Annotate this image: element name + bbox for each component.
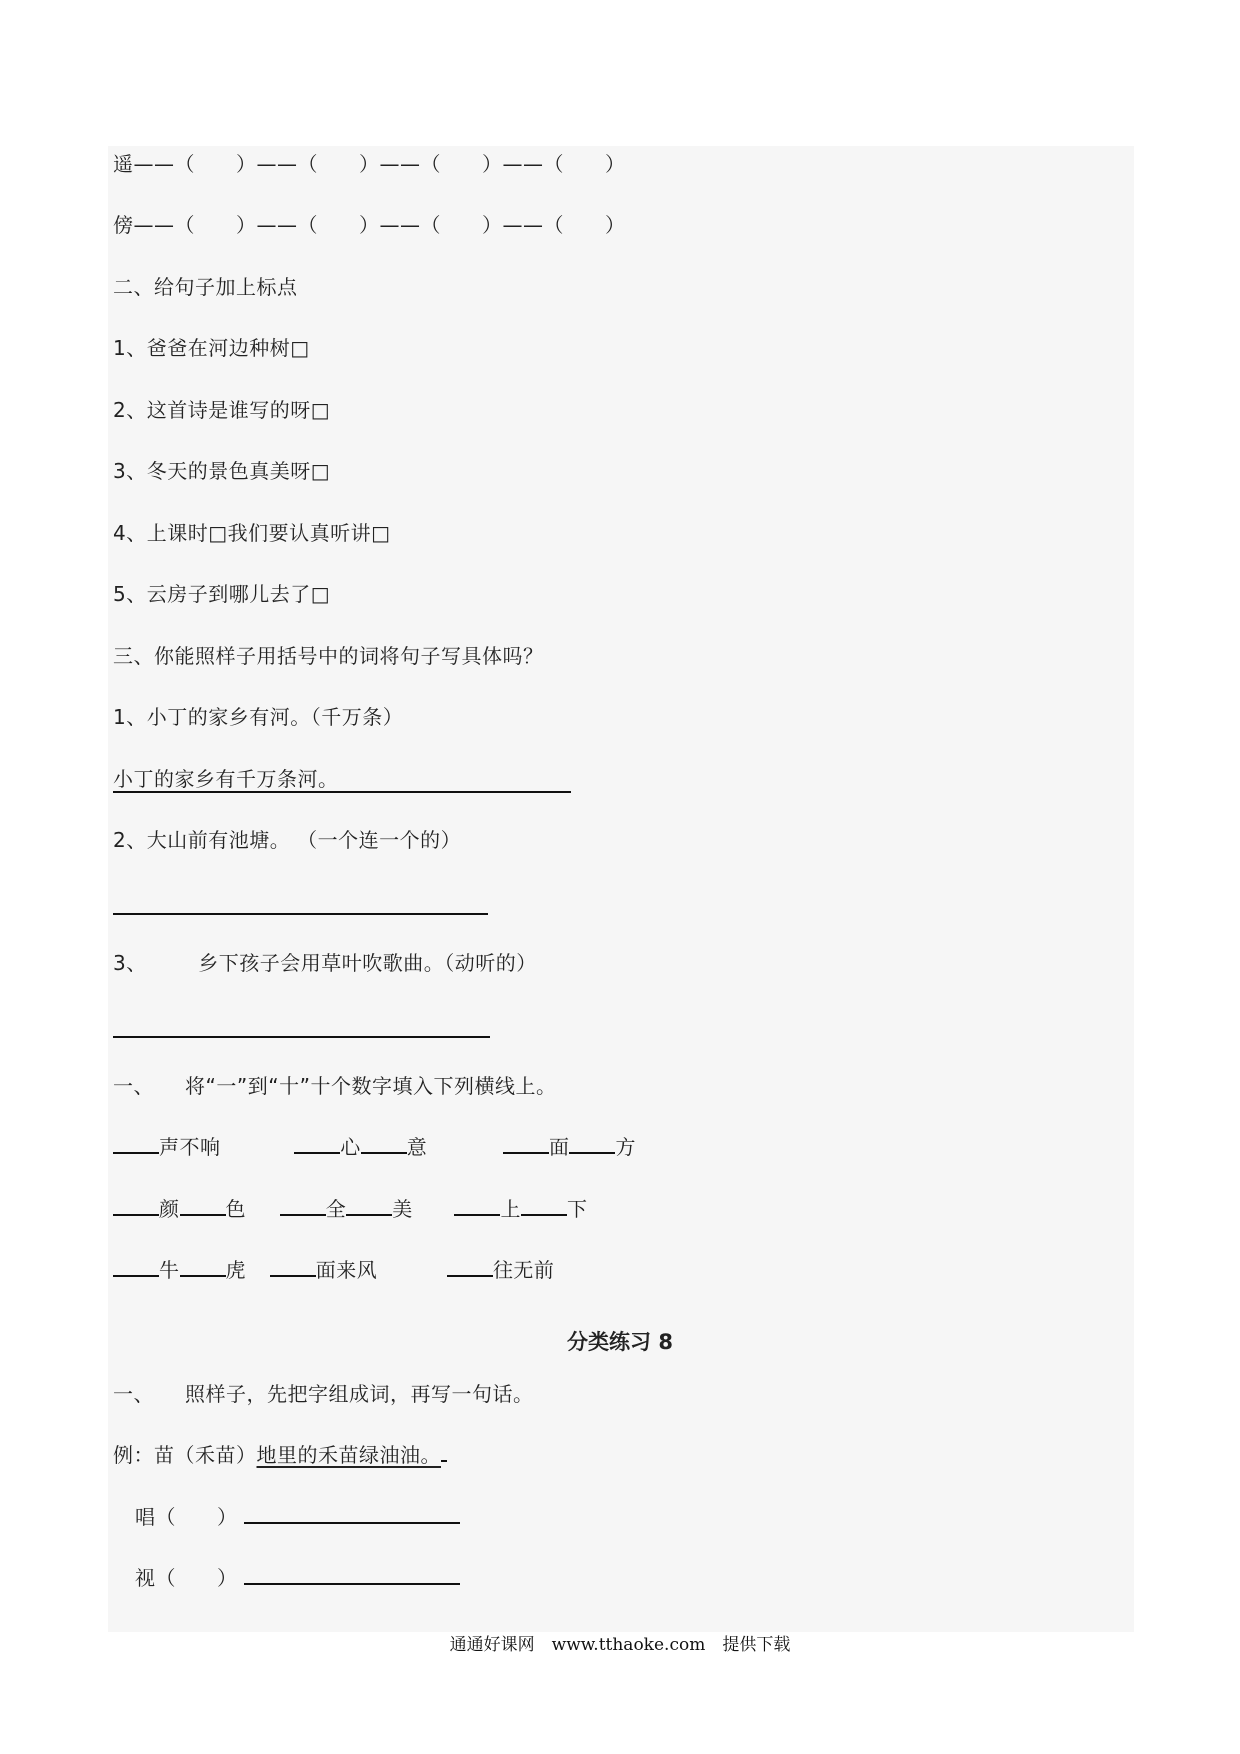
blank	[521, 1194, 567, 1216]
blank	[280, 1194, 326, 1216]
punctuation-item-5: 5、云房子到哪儿去了□	[113, 582, 331, 606]
idiom-row-1	[113, 1131, 636, 1163]
item-label: 视（ ）	[135, 1566, 238, 1590]
idiom-row-3	[113, 1254, 554, 1286]
blank	[569, 1132, 615, 1154]
numbers-heading: 一、 将“一”到“十”十个数字填入下列横线上。	[113, 1074, 557, 1098]
blank	[447, 1255, 493, 1277]
idiom-text: 往无前	[492, 1258, 555, 1282]
idiom-text: 面	[548, 1135, 570, 1159]
practice-item-2	[135, 1562, 460, 1594]
example-sentence: 地里的禾苗绿油油。	[256, 1443, 441, 1467]
section3-heading: 三、你能照样子用括号中的词将句子写具体吗？	[113, 644, 544, 668]
practice-example	[113, 1439, 447, 1471]
expand-question-2: 2、大山前有池塘。 （一个连一个的）	[113, 828, 462, 852]
blank	[180, 1194, 226, 1216]
idiom-text: 方	[615, 1135, 636, 1159]
idiom-text: 虎	[225, 1258, 246, 1282]
answer-blank-3	[113, 1036, 490, 1038]
idiom-text: 色	[225, 1197, 246, 1221]
idiom-row-2	[113, 1193, 587, 1225]
practice-item-1	[135, 1501, 460, 1533]
punctuation-item-4: 4、上课时□我们要认真听讲□	[113, 521, 391, 545]
answer-blank	[244, 1563, 460, 1585]
punctuation-item-1: 1、爸爸在河边种树□	[113, 336, 310, 360]
idiom-text: 上	[500, 1197, 521, 1221]
blank	[180, 1255, 226, 1277]
blank	[270, 1255, 316, 1277]
answer-underline-1	[113, 791, 571, 793]
blank	[294, 1132, 340, 1154]
idiom-text: 颜	[159, 1197, 180, 1221]
blank	[503, 1132, 549, 1154]
idiom-text: 下	[566, 1197, 588, 1221]
blank	[113, 1194, 159, 1216]
idiom-text: 全	[325, 1197, 347, 1221]
answer-text: 小丁的家乡有千万条河。	[113, 767, 339, 791]
expand-question-1: 1、小丁的家乡有河。（千万条）	[113, 705, 404, 729]
example-prefix: 例：苗（禾苗）	[113, 1443, 257, 1467]
blank	[113, 1255, 159, 1277]
word-chain-bang: 傍——（ ）——（ ）——（ ）——（ ）	[113, 213, 626, 237]
expand-question-3: 3、 乡下孩子会用草叶吹歌曲。（动听的）	[113, 951, 537, 975]
word-chain-yao: 遥——（ ）——（ ）——（ ）——（ ）	[113, 152, 626, 176]
idiom-text: 牛	[159, 1258, 180, 1282]
section2-heading: 二、给句子加上标点	[113, 275, 298, 299]
answer-blank	[244, 1502, 460, 1524]
blank	[113, 1132, 159, 1154]
practice-title: 分类练习 8	[567, 1330, 673, 1354]
blank	[346, 1194, 392, 1216]
blank	[454, 1194, 500, 1216]
idiom-text: 面来风	[315, 1258, 378, 1282]
practice-heading: 一、 照样子，先把字组成词，再写一句话。	[113, 1382, 534, 1406]
blank	[361, 1132, 407, 1154]
idiom-text: 声不响	[159, 1135, 221, 1159]
punctuation-item-3: 3、冬天的景色真美呀□	[113, 459, 331, 483]
footer-credit: 通通好课网 www.tthaoke.com 提供下载	[449, 1635, 791, 1655]
idiom-text: 心	[340, 1135, 361, 1159]
idiom-text: 意	[406, 1135, 428, 1159]
answer-blank-2	[113, 913, 488, 915]
item-label: 唱（ ）	[135, 1505, 238, 1529]
idiom-text: 美	[392, 1197, 413, 1221]
punctuation-item-2: 2、这首诗是谁写的呀□	[113, 398, 331, 422]
